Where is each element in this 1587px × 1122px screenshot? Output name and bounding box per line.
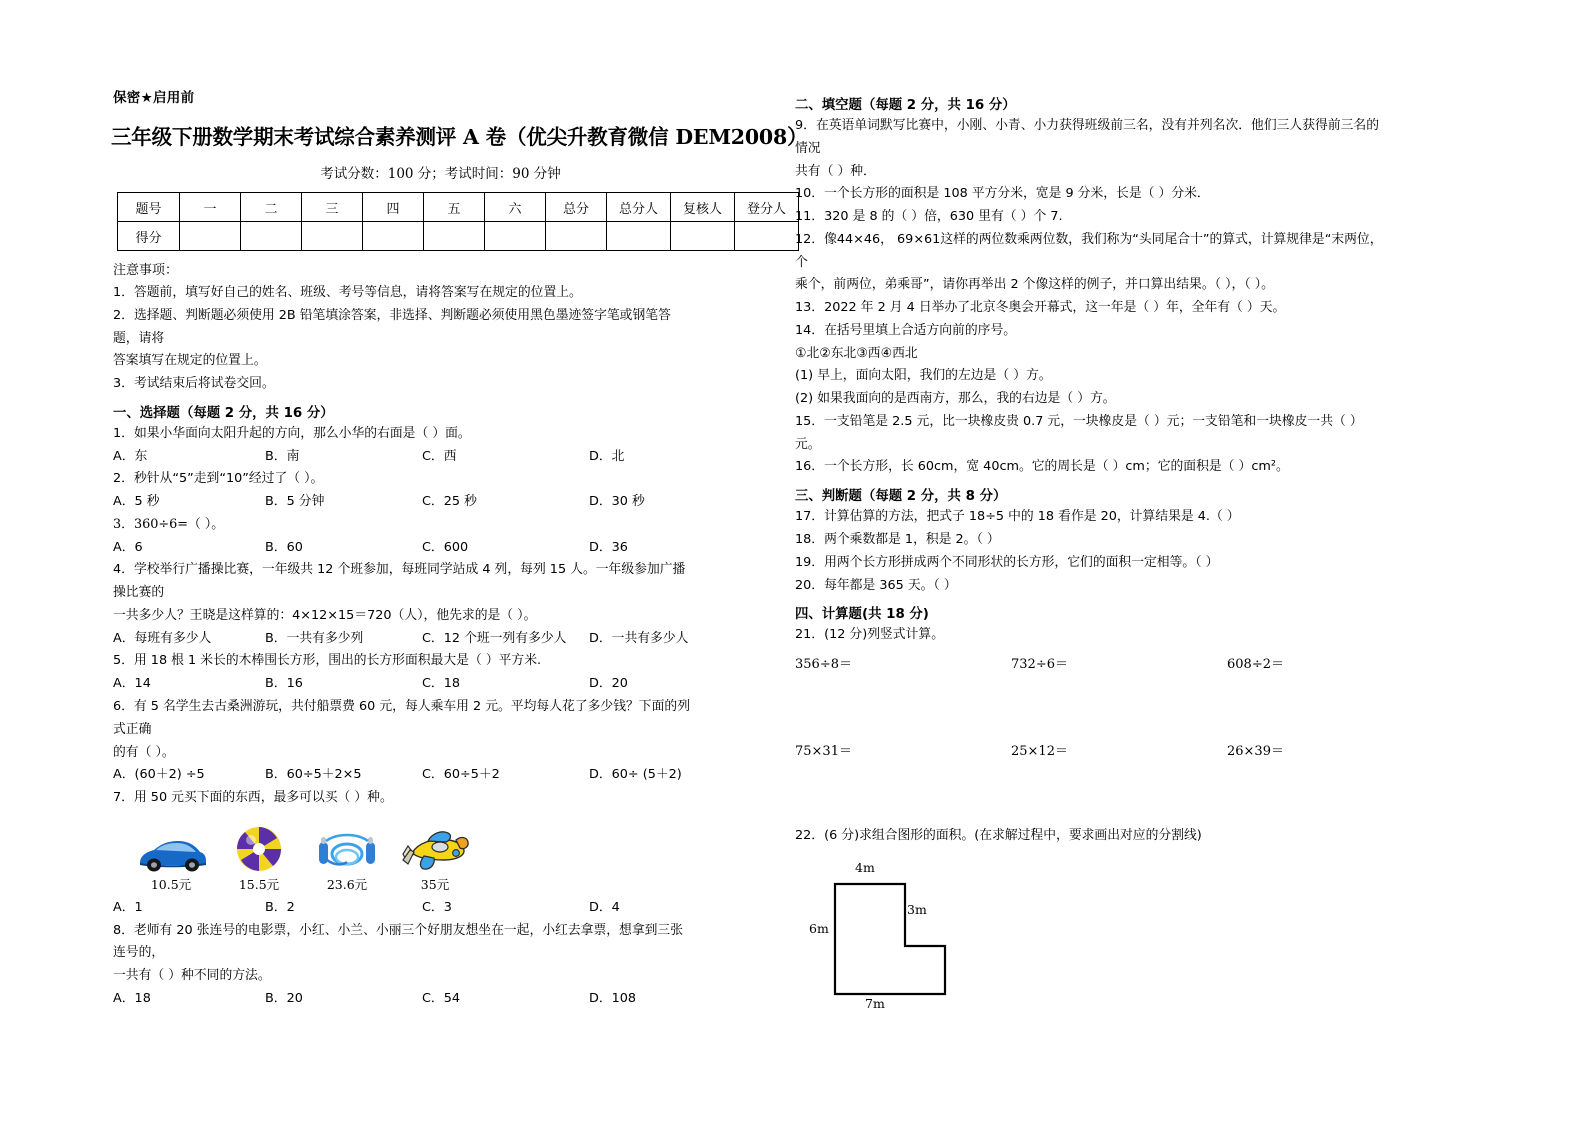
score-table-col-3: 三 <box>302 193 363 222</box>
score-cell[interactable] <box>363 222 424 251</box>
question-3-options <box>113 537 693 560</box>
section-heading-fill: 二、填空题（每题 2 分，共 16 分） <box>795 98 1016 113</box>
page-title: 三年级下册数学期末考试综合素养测评 A 卷（优尖升教育微信 DEM2008） <box>111 125 808 149</box>
composite-figure-diagram <box>809 859 1073 1011</box>
figure-label-top: 4m <box>855 859 875 875</box>
question-9-text-line1: 9．在英语单词默写比赛中，小刚、小青、小力获得班级前三名，没有并列名次．他们三人获得前三名的情况 <box>795 118 1380 156</box>
product-price: 15.5元 <box>238 876 280 892</box>
question-14-sub2: (2) 如果我面向的是西南方，那么，我的右边是（ ）方。 <box>795 391 1116 407</box>
product-item <box>215 818 303 893</box>
question-15-text-line2: 元。 <box>795 436 821 452</box>
toy-plane-icon <box>391 818 479 874</box>
question-4-options <box>113 628 693 651</box>
option-b[interactable]: B．16 <box>265 676 303 692</box>
score-cell[interactable] <box>302 222 363 251</box>
option-c[interactable]: C．25 秒 <box>422 494 477 510</box>
calc-expression: 608÷2＝ <box>1227 657 1284 673</box>
option-c[interactable]: C．12 个班一列有多少人 <box>422 630 567 646</box>
calc-expression: 26×39＝ <box>1227 744 1284 760</box>
question-9-text-line2: 共有（ ）种． <box>795 163 876 179</box>
product-price: 10.5元 <box>150 876 192 892</box>
question-21-row-1 <box>795 653 1386 672</box>
option-c[interactable]: C．600 <box>422 539 469 555</box>
score-cell[interactable] <box>424 222 485 251</box>
option-a[interactable]: A．1 <box>113 899 143 915</box>
option-c[interactable]: C．54 <box>422 990 461 1006</box>
question-12-text-line2: 乘个，前两位，弟乘哥”，请你再举出 2 个像这样的例子，并口算出结果。（ ），（ ）。 <box>795 277 1274 293</box>
question-5-options <box>113 673 693 696</box>
option-b[interactable]: B．20 <box>265 990 303 1006</box>
question-20-text: 20．每年都是 365 天。（ ） <box>795 577 957 593</box>
option-d[interactable]: D．60÷ (5＋2) <box>589 767 682 783</box>
question-22-text: 22．(6 分)求组合图形的面积。(在求解过程中，要求画出对应的分割线) <box>795 828 1202 844</box>
question-5-text: 5．用 18 根 1 米长的木棒围长方形，围出的长方形面积最大是（ ）平方米. <box>113 653 542 669</box>
note-item: 3．考试结束后将试卷交回。 <box>113 376 275 392</box>
exam-subtitle: 考试分数：100 分；考试时间：90 分钟 <box>320 166 561 182</box>
score-table-col-6: 六 <box>485 193 546 222</box>
question-19-text: 19．用两个长方形拼成两个不同形状的长方形，它们的面积一定相等。（ ） <box>795 554 1219 570</box>
score-cell[interactable] <box>241 222 302 251</box>
option-d[interactable]: D．30 秒 <box>589 494 645 510</box>
option-b[interactable]: B．一共有多少列 <box>265 630 364 646</box>
question-2-options <box>113 491 693 514</box>
product-item <box>127 818 215 893</box>
option-d[interactable]: D．108 <box>589 990 637 1006</box>
notes-heading: 注意事项： <box>113 263 179 278</box>
score-cell[interactable] <box>546 222 607 251</box>
car-icon <box>127 818 215 874</box>
question-3-text: 3．360÷6=（ ）。 <box>113 516 225 532</box>
question-14-sub1: (1) 早上，面向太阳，我们的左边是（ ）方。 <box>795 368 1052 384</box>
question-7-product-list <box>127 818 693 893</box>
option-b[interactable]: B．2 <box>265 899 295 915</box>
option-d[interactable]: D．36 <box>589 539 628 555</box>
score-table-col-4: 四 <box>363 193 424 222</box>
note-item: 2．选择题、判断题必须使用 2B 铅笔填涂答案，非选择、判断题必须使用黑色墨迹签字笔或钢笔答题，请将 <box>113 307 671 346</box>
note-item: 答案填写在规定的位置上。 <box>113 353 267 369</box>
notes-list <box>113 282 693 396</box>
question-21-text: 21．(12 分)列竖式计算。 <box>795 627 944 643</box>
option-d[interactable]: D．一共有多少人 <box>589 630 689 646</box>
product-price: 23.6元 <box>326 876 368 892</box>
section-heading-choice: 一、选择题（每题 2 分，共 16 分） <box>113 405 334 421</box>
product-item <box>391 818 479 893</box>
question-14-direction-options: ①北②东北③西④西北 <box>795 345 918 361</box>
option-d[interactable]: D．4 <box>589 899 620 915</box>
score-table-col-scorer: 总分人 <box>607 193 671 222</box>
product-price: 35元 <box>420 876 450 892</box>
calc-expression: 25×12＝ <box>1011 744 1068 760</box>
question-7-options <box>113 897 693 920</box>
section-heading-calc: 四、计算题(共 18 分) <box>795 607 929 623</box>
score-cell[interactable] <box>485 222 546 251</box>
option-b[interactable]: B．60÷5＋2×5 <box>265 767 362 783</box>
question-6-text-line2: 的有（ ）。 <box>113 744 175 760</box>
question-7-text: 7．用 50 元买下面的东西，最多可以买（ ）种。 <box>113 790 393 806</box>
calc-expression: 356÷8＝ <box>795 657 852 673</box>
option-d[interactable]: D．北 <box>589 448 625 464</box>
question-12-text-line1: 12．像44×46， 69×61这样的两位数乘两位数，我们称为“头同尾合十”的算式，计算规律是“末两位，个 <box>795 231 1383 270</box>
question-8-text-line2: 一共有（ ）种不同的方法。 <box>113 968 271 984</box>
answer-space[interactable] <box>795 672 1386 734</box>
question-10-text: 10．一个长方形的面积是 108 平方分米，宽是 9 分米，长是（ ）分米． <box>795 186 1210 202</box>
option-b[interactable]: B．南 <box>265 448 300 464</box>
calc-expression: 732÷6＝ <box>1011 657 1068 673</box>
question-1-text: 1．如果小华面向太阳升起的方向，那么小华的右面是（ ）面。 <box>113 425 471 441</box>
secret-label: 保密★启用前 <box>113 90 195 106</box>
score-table-row-label: 题号 <box>118 193 180 222</box>
score-table-row-label-score: 得分 <box>118 222 180 251</box>
question-15-text-line1: 15．一支铅笔是 2.5 元，比一块橡皮贵 0.7 元，一块橡皮是（ ）元；一支铅笔和一块橡皮一共（ ） <box>795 413 1363 429</box>
beach-ball-icon <box>215 818 303 874</box>
question-16-text: 16．一个长方形，长 60cm，宽 40cm。它的周长是（ ）cm；它的面积是（ ）cm²。 <box>795 459 1289 475</box>
option-b[interactable]: B．5 分钟 <box>265 494 325 510</box>
score-cell[interactable] <box>607 222 671 251</box>
option-c[interactable]: C．西 <box>422 448 457 464</box>
question-6-text-line1: 6．有 5 名学生去古桑洲游玩，共付船票费 60 元，每人乘车用 2 元。平均每人花了多少钱？下面的列式正确 <box>113 699 690 737</box>
figure-label-inner: 3m <box>907 901 927 917</box>
question-13-text: 13．2022 年 2 月 4 日举办了北京冬奥会开幕式，这一年是（ ）年，全年有（ ）天。 <box>795 300 1286 316</box>
question-14-text: 14．在括号里填上合适方向前的序号。 <box>795 322 1017 338</box>
question-4-text-line2: 一共多少人？王晓是这样算的：4×12×15＝720（人），他先求的是（ ）。 <box>113 607 537 623</box>
score-cell[interactable] <box>180 222 241 251</box>
option-a[interactable]: A．18 <box>113 990 151 1006</box>
question-8-text-line1: 8．老师有 20 张连号的电影票，小红、小兰、小丽三个好朋友想坐在一起，小红去拿票，想拿到三张连号的， <box>113 922 684 961</box>
question-4-text-line1: 4．学校举行广播操比赛，一年级共 12 个班参加，每班同学站成 4 列，每列 15 人。一年级参加广播操比赛的 <box>113 562 686 601</box>
score-table-col-reviewer: 复核人 <box>671 193 735 222</box>
right-column <box>693 0 1386 1011</box>
option-a[interactable]: A．6 <box>113 539 143 555</box>
question-21-row-2 <box>795 740 1386 759</box>
section-heading-judge: 三、判断题（每题 2 分，共 8 分） <box>795 489 1007 505</box>
question-1-options <box>113 446 693 469</box>
score-table-col-total: 总分 <box>546 193 607 222</box>
note-item: 1．答题前，填写好自己的姓名、班级、考号等信息，请将答案写在规定的位置上。 <box>113 285 582 300</box>
option-a[interactable]: A．5 秒 <box>113 494 160 510</box>
option-b[interactable]: B．60 <box>265 539 303 555</box>
question-18-text: 18．两个乘数都是 1，积是 2。（ ） <box>795 532 1000 548</box>
product-item <box>303 818 391 893</box>
question-8-options <box>113 988 693 1011</box>
question-6-options <box>113 764 693 787</box>
score-table-col-5: 五 <box>424 193 485 222</box>
calc-expression: 75×31＝ <box>795 744 852 760</box>
score-table-col-2: 二 <box>241 193 302 222</box>
option-a[interactable]: A．每班有多少人 <box>113 630 212 646</box>
option-a[interactable]: A．东 <box>113 448 148 464</box>
question-11-text: 11．320 是 8 的（ ）倍，630 里有（ ）个 7. <box>795 209 1063 225</box>
option-a[interactable]: A．(60＋2) ÷5 <box>113 767 205 783</box>
score-table-col-recorder: 登分人 <box>735 193 799 222</box>
option-a[interactable]: A．14 <box>113 676 151 692</box>
figure-label-bottom: 7m <box>865 995 885 1011</box>
left-column <box>0 0 808 1011</box>
jump-rope-icon <box>303 818 391 874</box>
option-c[interactable]: C．60÷5＋2 <box>422 767 500 783</box>
option-c[interactable]: C．3 <box>422 899 452 915</box>
figure-label-left: 6m <box>809 920 829 936</box>
answer-space[interactable] <box>795 759 1386 825</box>
score-table-col-1: 一 <box>180 193 241 222</box>
option-d[interactable]: D．20 <box>589 676 628 692</box>
option-c[interactable]: C．18 <box>422 676 461 692</box>
question-17-text: 17．计算估算的方法，把式子 18÷5 中的 18 看作是 20，计算结果是 4.（ ） <box>795 509 1240 525</box>
question-2-text: 2．秒针从“5”走到“10”经过了（ ）。 <box>113 471 324 487</box>
